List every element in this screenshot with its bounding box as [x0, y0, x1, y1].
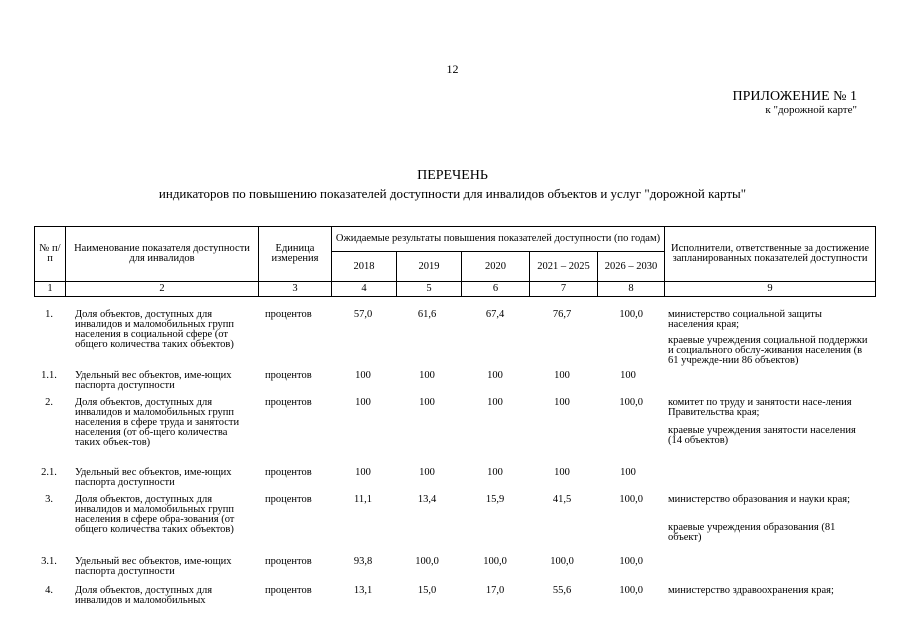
header-year: 2019 — [397, 252, 462, 282]
row-num: 2. — [45, 397, 53, 408]
row-executor: краевые учреждения социальной поддержки и социального обслу-живания населения (в 61 учрежде-нии 86 объектов) — [668, 335, 868, 366]
row-value: 100 — [554, 467, 570, 478]
document-subtitle: индикаторов по повышению показателей доступности для инвалидов объектов и услуг "дорожной карты" — [158, 186, 747, 201]
row-name: Доля объектов, доступных для инвалидов и маломобильных групп населения в сфере обра-зования (от общего количества таких объектов) — [75, 494, 235, 535]
row-value: 100,0 — [550, 556, 574, 567]
row-executor: комитет по труду и занятости насе-ления Правительства края; — [668, 397, 852, 418]
row-value: 100,0 — [619, 309, 643, 320]
row-value: 100 — [487, 370, 503, 381]
row-name: Доля объектов, доступных для инвалидов и маломобильных — [75, 585, 213, 606]
header-unit: Единица измерения — [259, 227, 332, 282]
row-value: 100 — [355, 397, 371, 408]
row-value: 100,0 — [619, 585, 643, 596]
column-number: 1 — [35, 282, 66, 297]
appendix-subtitle: к "дорожной карте" — [765, 104, 857, 116]
row-value: 76,7 — [552, 309, 572, 320]
document-title: ПЕРЕЧЕНЬ — [417, 168, 488, 183]
row-name: Удельный вес объектов, име-ющих паспорта доступности — [75, 467, 232, 488]
row-unit: процентов — [265, 309, 312, 320]
header-executors: Исполнители, ответственные за достижение запланированных показателей доступности — [665, 227, 876, 282]
row-executor: министерство образования и науки края; — [668, 494, 851, 505]
row-value: 100,0 — [483, 556, 507, 567]
row-num: 3. — [45, 494, 53, 505]
table-header — [34, 226, 876, 297]
header-year: 2020 — [462, 252, 530, 282]
row-num: 1. — [45, 309, 53, 320]
row-value: 17,0 — [485, 585, 505, 596]
header-year: 2021 – 2025 — [530, 252, 598, 282]
column-number: 2 — [66, 282, 259, 297]
row-unit: процентов — [265, 556, 312, 567]
row-name: Удельный вес объектов, име-ющих паспорта доступности — [75, 370, 232, 391]
row-value: 100,0 — [619, 397, 643, 408]
row-num: 2.1. — [41, 467, 57, 478]
row-value: 100 — [419, 370, 435, 381]
row-value: 13,4 — [417, 494, 437, 505]
row-value: 100 — [554, 370, 570, 381]
row-value: 100,0 — [619, 494, 643, 505]
column-number: 3 — [259, 282, 332, 297]
column-number: 4 — [332, 282, 397, 297]
row-num: 4. — [45, 585, 53, 596]
row-value: 100 — [620, 467, 636, 478]
header-expected: Ожидаемые результаты повышения показателей доступности (по годам) — [332, 227, 665, 252]
row-value: 100 — [419, 467, 435, 478]
row-value: 100 — [355, 467, 371, 478]
row-unit: процентов — [265, 370, 312, 381]
column-number: 7 — [530, 282, 598, 297]
row-value: 100 — [355, 370, 371, 381]
column-number: 9 — [665, 282, 876, 297]
row-value: 100,0 — [415, 556, 439, 567]
row-value: 100 — [419, 397, 435, 408]
row-value: 57,0 — [353, 309, 373, 320]
row-executor: краевые учреждения занятости населения (14 объектов) — [668, 425, 856, 446]
header-name: Наименование показателя доступности для инвалидов — [66, 227, 259, 282]
row-name: Удельный вес объектов, име-ющих паспорта доступности — [75, 556, 232, 577]
row-value: 15,9 — [485, 494, 505, 505]
page-number: 12 — [446, 62, 459, 76]
row-executor: министерство социальной защиты населения края; — [668, 309, 822, 330]
row-unit: процентов — [265, 397, 312, 408]
row-num: 1.1. — [41, 370, 57, 381]
row-value: 55,6 — [552, 585, 572, 596]
row-value: 100 — [487, 467, 503, 478]
column-number: 6 — [462, 282, 530, 297]
row-value: 61,6 — [417, 309, 437, 320]
header-year: 2026 – 2030 — [598, 252, 665, 282]
row-value: 67,4 — [485, 309, 505, 320]
appendix-block — [733, 89, 858, 116]
column-number: 5 — [397, 282, 462, 297]
row-value: 100 — [620, 370, 636, 381]
row-value: 41,5 — [552, 494, 572, 505]
row-value: 100 — [554, 397, 570, 408]
row-unit: процентов — [265, 467, 312, 478]
row-value: 15,0 — [417, 585, 437, 596]
row-name: Доля объектов, доступных для инвалидов и маломобильных групп населения в сфере труда и занятости населения (от об-щего количества таких объек-тов) — [75, 397, 240, 448]
column-number-row — [35, 282, 876, 297]
row-value: 93,8 — [353, 556, 373, 567]
row-unit: процентов — [265, 585, 312, 596]
row-name: Доля объектов, доступных для инвалидов и маломобильных групп населения в социальной сфере (от общего количества таких объектов) — [75, 309, 235, 350]
header-year: 2018 — [332, 252, 397, 282]
row-value: 13,1 — [353, 585, 373, 596]
row-executor: министерство здравоохранения края; — [668, 585, 834, 596]
row-num: 3.1. — [41, 556, 57, 567]
row-value: 100,0 — [619, 556, 643, 567]
row-executor: краевые учреждения образования (81 объект) — [668, 522, 836, 543]
header-num: № п/п — [35, 227, 66, 282]
row-unit: процентов — [265, 494, 312, 505]
row-value: 100 — [487, 397, 503, 408]
row-value: 11,1 — [354, 494, 372, 505]
appendix-title: ПРИЛОЖЕНИЕ № 1 — [732, 89, 857, 104]
column-number: 8 — [598, 282, 665, 297]
